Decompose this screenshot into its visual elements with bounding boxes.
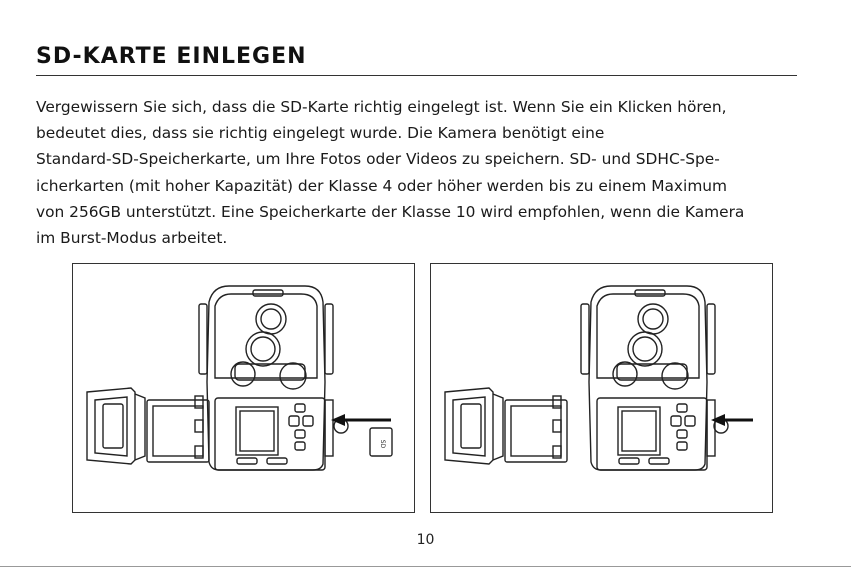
- paragraph-line: Standard-SD-Speicherkarte, um Ihre Fotos oder Videos zu speichern. SD- und SDHC-Spe-: [36, 150, 720, 169]
- camera-door-outer: [87, 388, 135, 464]
- lcd-screen: [236, 407, 278, 455]
- instruction-paragraph: [36, 94, 806, 251]
- figure-insert-card: [72, 263, 415, 513]
- paragraph-line: von 256GB unterstützt. Eine Speicherkarte der Klasse 10 wird empfohlen, wenn die Kamera: [36, 202, 745, 221]
- paragraph-line: Vergewissern Sie sich, dass die SD-Karte richtig eingelegt ist. Wenn Sie ein Klicken hören,: [36, 98, 727, 116]
- page-title: SD-KARTE EINLEGEN: [36, 44, 307, 69]
- paragraph-line: bedeutet dies, dass sie richtig eingelegt wurde. Die Kamera benötigt eine: [36, 124, 605, 143]
- inserted-arrow-icon: [711, 414, 753, 426]
- sd-card-label: SD: [379, 439, 386, 449]
- footer-divider: [0, 566, 851, 567]
- page-number: 10: [416, 532, 435, 548]
- figure-card-inserted: [430, 263, 773, 513]
- control-panel: [215, 398, 325, 470]
- camera-illustration-left: [73, 264, 416, 514]
- title-divider: [36, 75, 797, 76]
- paragraph-line: im Burst-Modus arbeitet.: [36, 229, 228, 248]
- insert-arrow-icon: [331, 414, 391, 426]
- paragraph-line: icherkarten (mit hoher Kapazität) der Klasse 4 oder höher werden bis zu einem Maximum: [36, 176, 728, 195]
- camera-illustration-right: [431, 264, 774, 514]
